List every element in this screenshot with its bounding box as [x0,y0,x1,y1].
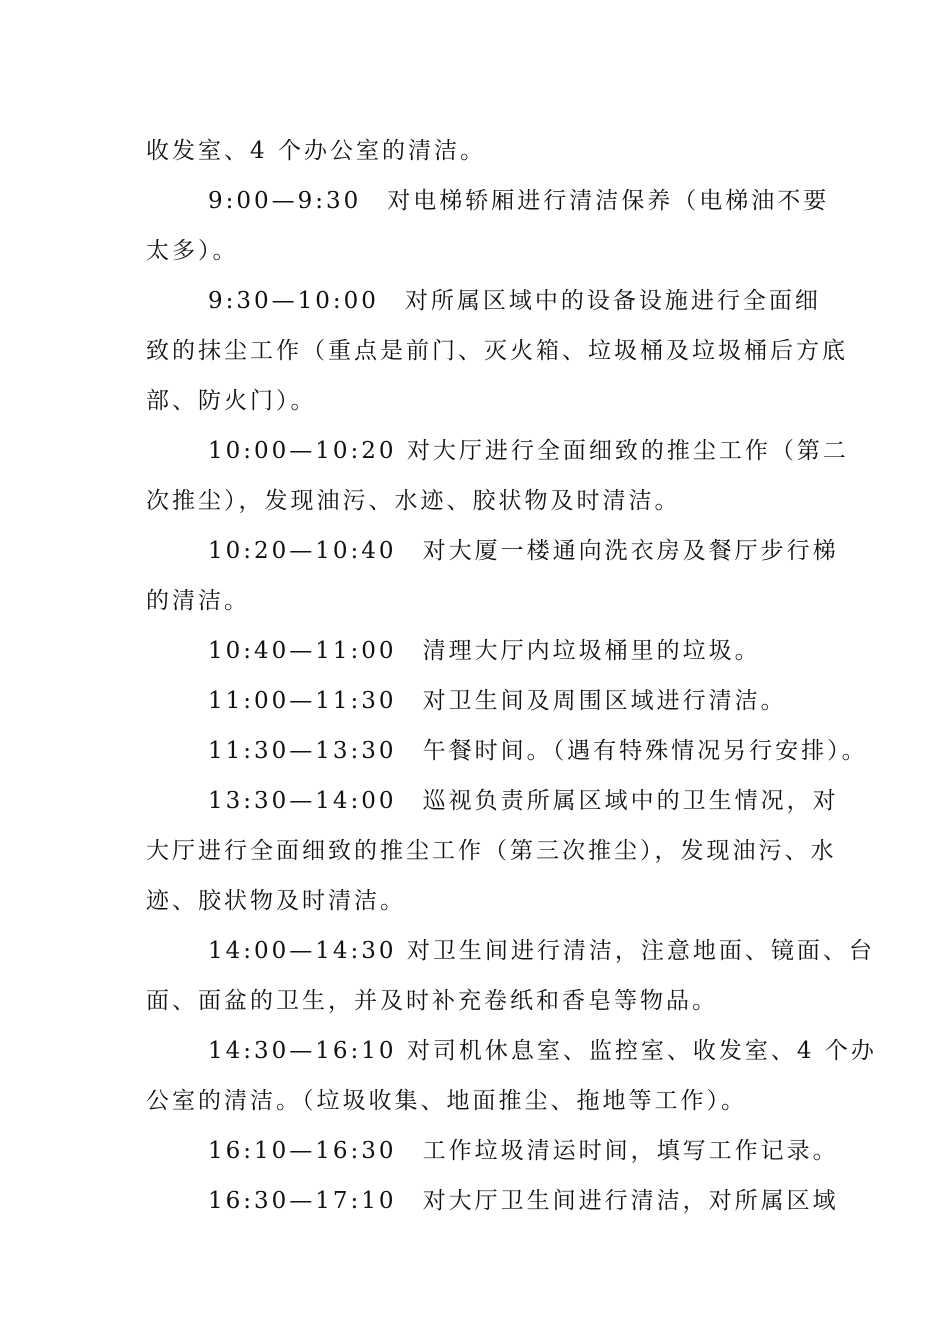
schedule-entry-line: 16:30—17:10 对大厅卫生间进行清洁，对所属区域 [208,1188,839,1214]
schedule-entry-line: 10:40—11:00 清理大厅内垃圾桶里的垃圾。 [208,638,761,664]
schedule-entry-line: 10:00—10:20 对大厅进行全面细致的推尘工作（第二 [208,438,849,464]
schedule-entry-line: 11:00—11:30 对卫生间及周围区域进行清洁。 [208,688,787,714]
text-line: 太多）。 [146,238,239,264]
text-line: 面、面盆的卫生，并及时补充卷纸和香皂等物品。 [146,988,718,1014]
schedule-entry-line: 11:30—13:30 午餐时间。（遇有特殊情况另行安排）。 [208,738,868,764]
schedule-entry-line: 9:30—10:00 对所属区域中的设备设施进行全面细 [208,288,821,314]
schedule-entry-line: 13:30—14:00 巡视负责所属区域中的卫生情况，对 [208,788,839,814]
text-line: 迹、胶状物及时清洁。 [146,888,406,914]
text-line: 公室的清洁。（垃圾收集、地面推尘、拖地等工作）。 [146,1088,747,1114]
schedule-entry-line: 14:00—14:30 对卫生间进行清洁，注意地面、镜面、台 [208,938,875,964]
schedule-entry-line: 9:00—9:30 对电梯轿厢进行清洁保养（电梯油不要 [208,188,830,214]
schedule-entry-line: 16:10—16:30 工作垃圾清运时间，填写工作记录。 [208,1138,839,1164]
schedule-text-body [146,126,877,1226]
text-line: 大厅进行全面细致的推尘工作（第三次推尘），发现油污、水 [146,838,837,864]
text-line: 致的抹尘工作（重点是前门、灭火箱、垃圾桶及垃圾桶后方底 [146,338,848,364]
text-line: 的清洁。 [146,588,250,614]
schedule-entry-line: 10:20—10:40 对大厦一楼通向洗衣房及餐厅步行梯 [208,538,839,564]
schedule-entry-line: 14:30—16:10 对司机休息室、监控室、收发室、4 个办 [208,1038,877,1064]
text-line: 收发室、4 个办公室的清洁。 [146,138,486,164]
text-line: 部、防火门）。 [146,388,317,414]
text-line: 次推尘），发现油污、水迹、胶状物及时清洁。 [146,488,681,514]
